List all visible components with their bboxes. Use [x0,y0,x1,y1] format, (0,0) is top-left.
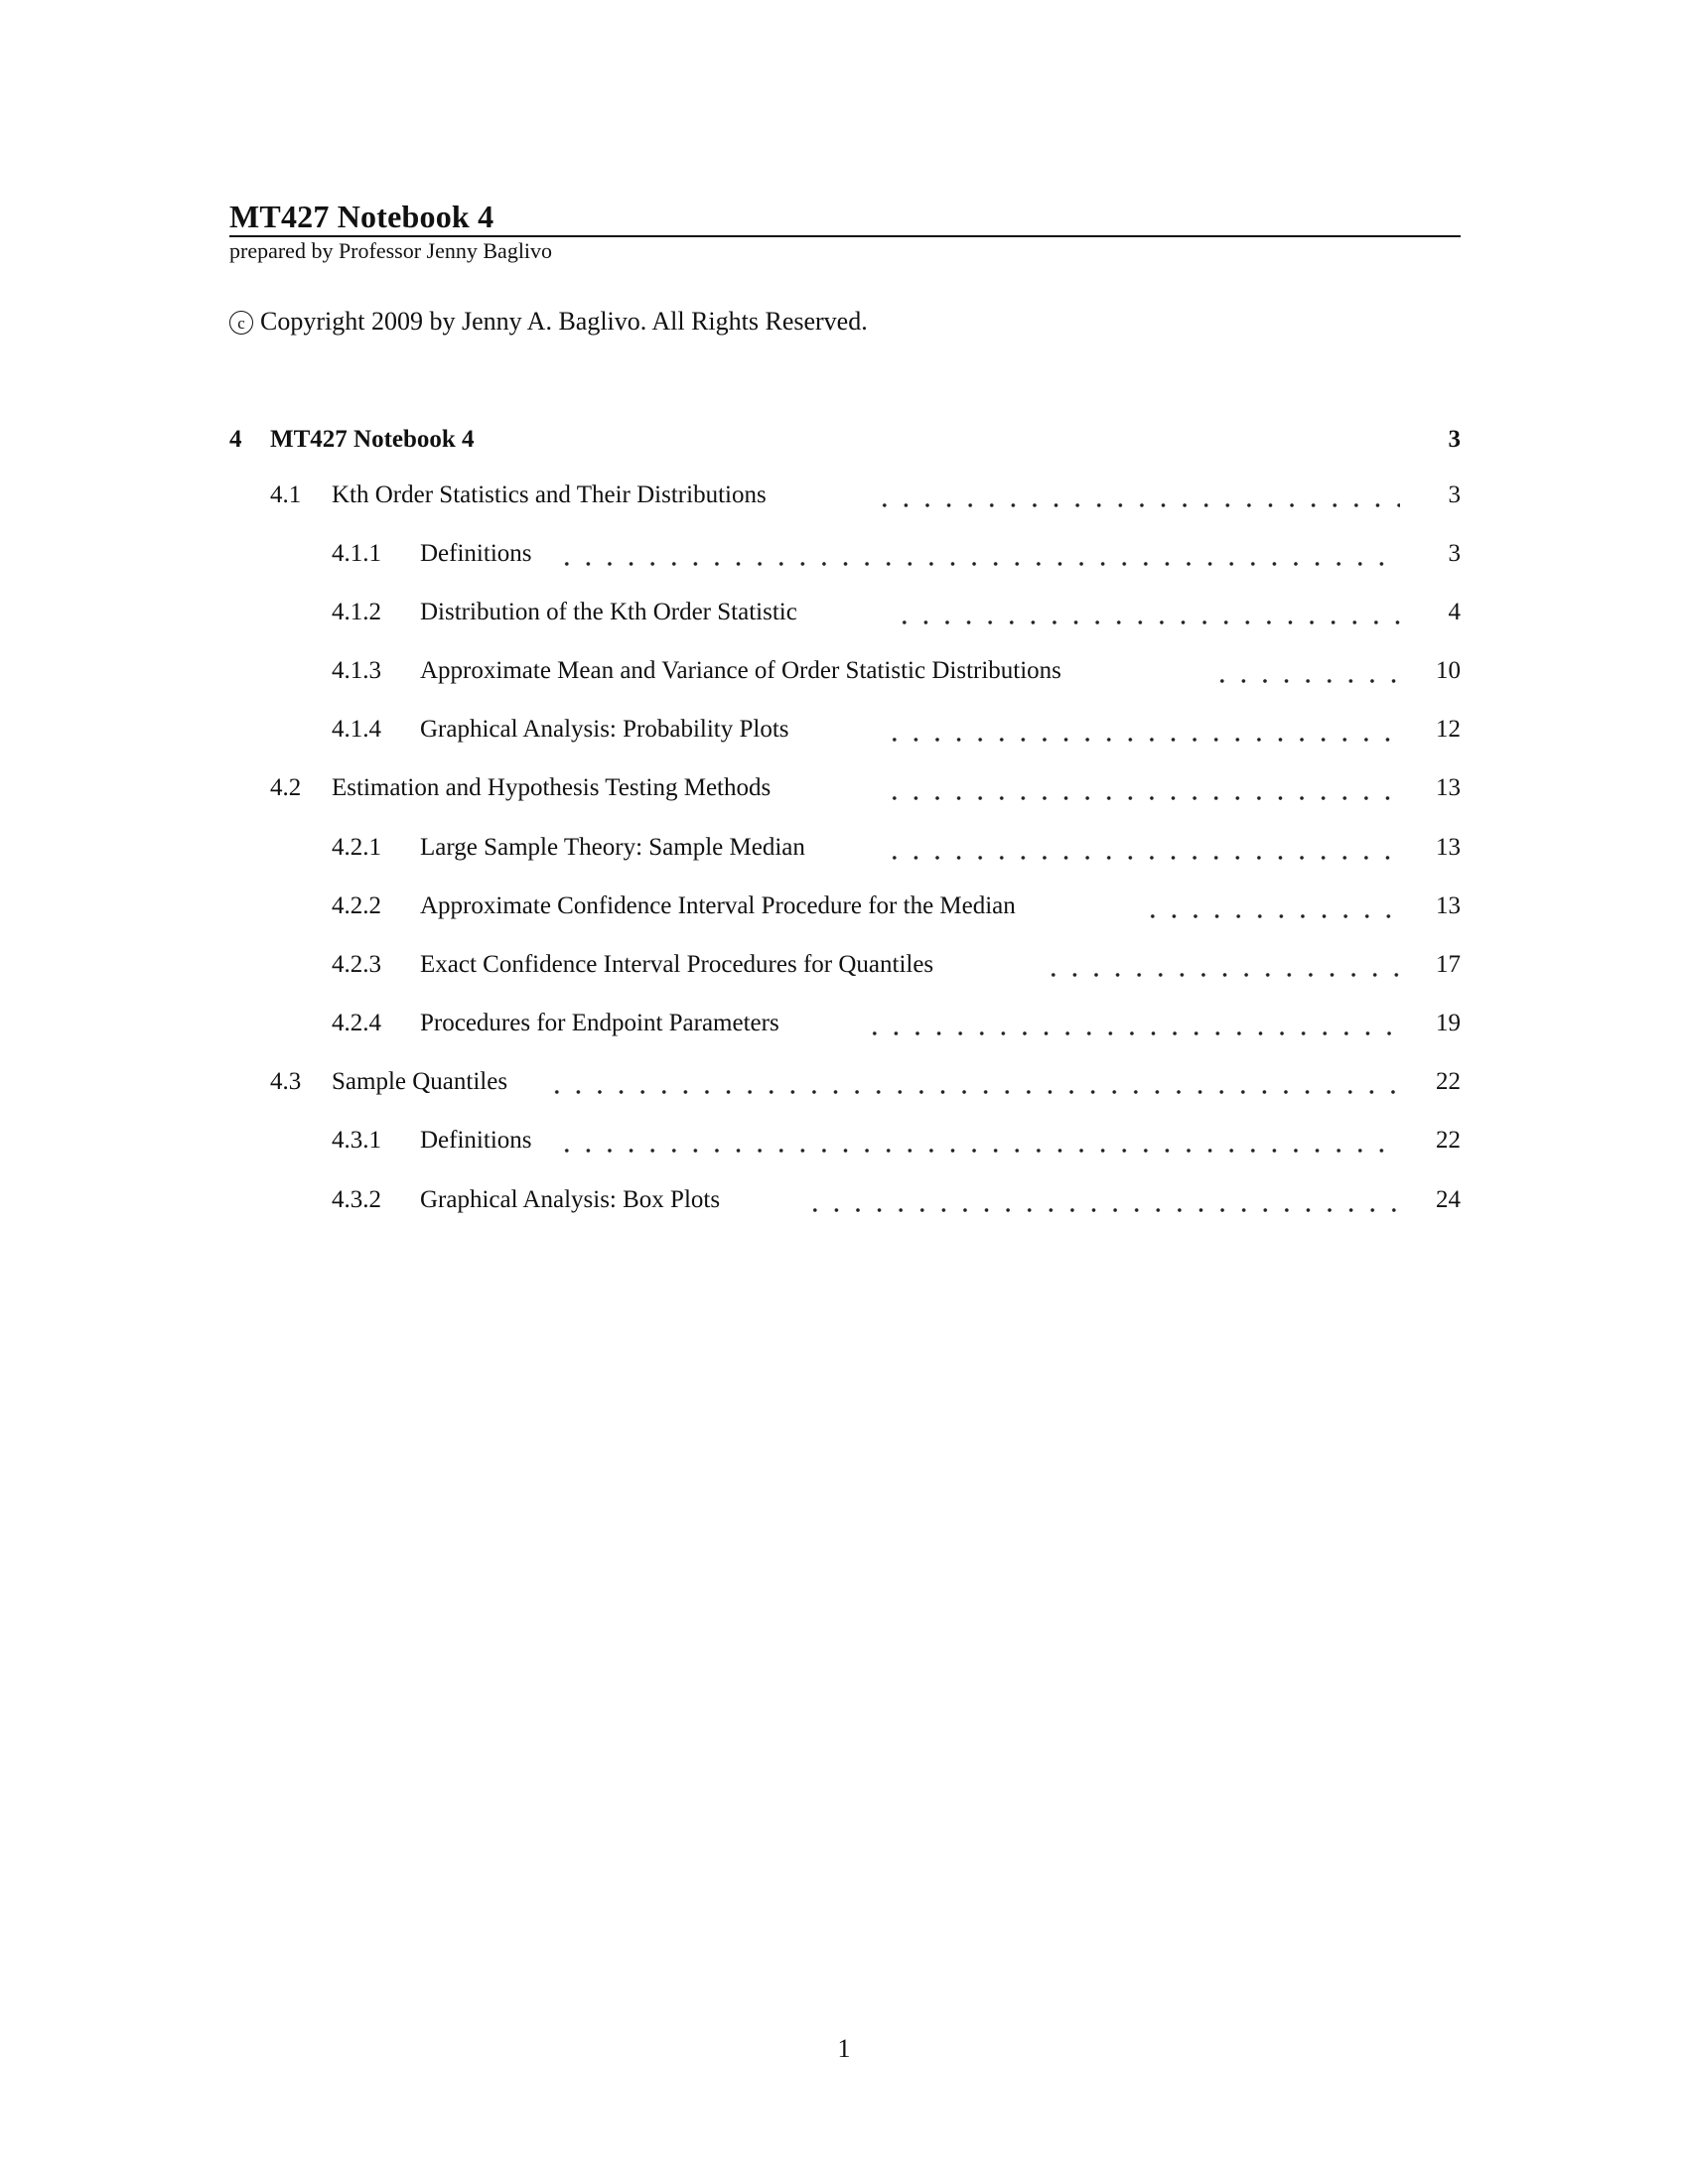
document-subtitle: prepared by Professor Jenny Baglivo [229,238,553,263]
toc-entry-number: 4.1.1 [332,540,381,567]
toc-entry-title: Large Sample Theory: Sample Median [420,830,813,866]
toc-entry-title: Kth Order Statistics and Their Distributions [332,478,774,513]
toc-entry-page: 3 [1448,481,1461,508]
toc-entry-section-4-1[interactable] [0,478,1688,513]
toc-dot-leader [1142,888,1400,924]
copyright-icon: c [229,311,253,335]
toc-entry-number: 4.3 [270,1068,302,1095]
toc-entry-subsection-4-1-2[interactable] [0,595,1688,630]
toc-dot-leader [1043,947,1400,983]
toc-entry-page: 10 [1436,657,1461,684]
toc-entry-number: 4.1.3 [332,657,381,684]
toc-entry-number: 4.2.2 [332,892,381,919]
toc-entry-title: Definitions [420,1123,540,1159]
toc-dot-leader [546,1064,1400,1100]
toc-entry-number: 4.1 [270,481,302,508]
toc-entry-title: Procedures for Endpoint Parameters [420,1006,787,1041]
toc-dot-leader [804,1182,1400,1218]
toc-entry-title: Estimation and Hypothesis Testing Methods [332,770,778,806]
toc-entry-chapter-4[interactable] [0,422,1688,458]
toc-dot-leader [1211,653,1400,689]
toc-entry-title: Graphical Analysis: Box Plots [420,1182,728,1218]
toc-entry-title: Exact Confidence Interval Procedures for Quantiles [420,947,941,983]
toc-entry-section-4-3[interactable] [0,1064,1688,1100]
toc-entry-number: 4 [229,426,242,453]
toc-entry-title: Distribution of the Kth Order Statistic [420,595,805,630]
toc-entry-page: 22 [1436,1068,1461,1095]
document-title: MT427 Notebook 4 [229,199,494,234]
copyright-notice [229,304,868,340]
toc-entry-title: Definitions [420,536,540,572]
toc-dot-leader [884,712,1400,748]
toc-entry-subsection-4-1-1[interactable] [0,536,1688,572]
toc-entry-number: 4.3.1 [332,1127,381,1154]
toc-dot-leader [864,1006,1400,1041]
toc-dot-leader [894,595,1400,630]
toc-entry-number: 4.2.1 [332,834,381,861]
copyright-text: Copyright 2009 by Jenny A. Baglivo. All Rights Reserved. [260,307,868,336]
toc-entry-number: 4.2.3 [332,951,381,978]
toc-entry-title: Approximate Mean and Variance of Order Statistic Distributions [420,653,1069,689]
toc-entry-subsection-4-2-1[interactable] [0,830,1688,866]
toc-entry-number: 4.2.4 [332,1010,381,1036]
toc-entry-subsection-4-3-1[interactable] [0,1123,1688,1159]
toc-entry-subsection-4-2-4[interactable] [0,1006,1688,1041]
toc-entry-subsection-4-2-3[interactable] [0,947,1688,983]
toc-dot-leader [884,770,1400,806]
document-header [229,199,1461,265]
toc-entry-page: 17 [1436,951,1461,978]
toc-entry-page: 13 [1436,834,1461,861]
toc-dot-leader [556,536,1400,572]
toc-entry-title: Approximate Confidence Interval Procedure for the Median [420,888,1024,924]
toc-entry-page: 13 [1436,774,1461,801]
toc-entry-page: 19 [1436,1010,1461,1036]
toc-entry-title: Sample Quantiles [332,1064,515,1100]
toc-entry-page: 12 [1436,716,1461,743]
toc-entry-number: 4.1.2 [332,599,381,625]
toc-entry-page: 22 [1436,1127,1461,1154]
toc-entry-page: 13 [1436,892,1461,919]
toc-dot-leader [874,478,1400,513]
toc-entry-number: 4.2 [270,774,302,801]
toc-entry-number: 4.3.2 [332,1186,381,1213]
toc-entry-subsection-4-1-3[interactable] [0,653,1688,689]
toc-entry-subsection-4-3-2[interactable] [0,1182,1688,1218]
toc-entry-number: 4.1.4 [332,716,381,743]
toc-entry-section-4-2[interactable] [0,770,1688,806]
toc-entry-title: MT427 Notebook 4 [270,422,483,458]
toc-dot-leader [884,830,1400,866]
toc-entry-subsection-4-2-2[interactable] [0,888,1688,924]
toc-entry-page: 3 [1448,540,1461,567]
toc-entry-page: 4 [1448,599,1461,625]
toc-entry-page: 24 [1436,1186,1461,1213]
toc-entry-title: Graphical Analysis: Probability Plots [420,712,797,748]
toc-entry-subsection-4-1-4[interactable] [0,712,1688,748]
toc-entry-page: 3 [1448,426,1461,453]
toc-dot-leader [556,1123,1400,1159]
page-number: 1 [837,2034,851,2063]
